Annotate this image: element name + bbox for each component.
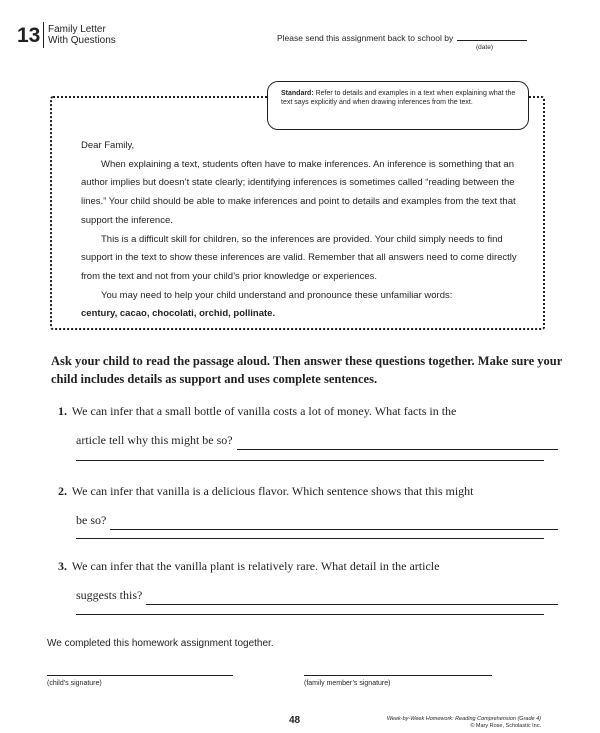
question-text-line2: be so? bbox=[76, 513, 107, 527]
family-letter bbox=[81, 137, 521, 324]
book-title: Week-by-Week Homework: Reading Comprehension (Grade 4) bbox=[386, 716, 541, 722]
answer-line[interactable] bbox=[110, 516, 558, 530]
family-signature-label: (family member’s signature) bbox=[304, 680, 391, 687]
date-label: (date) bbox=[476, 44, 493, 51]
lesson-title-line2: With Questions bbox=[48, 35, 116, 46]
answer-line[interactable] bbox=[146, 591, 558, 605]
completion-statement: We completed this homework assignment together. bbox=[47, 638, 274, 649]
question-text-line1: We can infer that a small bottle of vanilla costs a lot of money. What facts in the bbox=[71, 404, 457, 418]
standard-label: Standard: bbox=[281, 90, 314, 97]
send-back-text: Please send this assignment back to school by bbox=[277, 33, 454, 43]
question-text-line1: We can infer that vanilla is a delicious flavor. Which sentence shows that this might bbox=[71, 484, 474, 498]
question-2 bbox=[58, 481, 558, 530]
answer-line[interactable] bbox=[76, 614, 544, 615]
question-number: 1. bbox=[58, 404, 67, 418]
letter-paragraph-1: When explaining a text, students often have to make inferences. An inference is something that an author implies but doesn’t state clearly; identifying inferences is sometimes called “reading between the lines.” Your child should be able to make inferences and point to details and examples from the text that support the inference. bbox=[81, 158, 516, 226]
standard-text: Refer to details and examples in a text when explaining what the text says explicitly and when drawing inferences from the text. bbox=[281, 90, 516, 107]
question-text-line2: suggests this? bbox=[76, 588, 143, 602]
letter-paragraph-2: This is a difficult skill for children, so the inferences are provided. Your child simply needs to find support in the text to show these inferences are valid. Remember that all answers need to come directly from the text and not from your child’s prior knowledge or experiences. bbox=[81, 233, 517, 282]
question-text-line2: article tell why this might be so? bbox=[76, 433, 233, 447]
child-signature-label: (child’s signature) bbox=[47, 680, 102, 687]
question-1 bbox=[58, 401, 558, 450]
footer-credit bbox=[387, 716, 541, 730]
instructions: Ask your child to read the passage aloud. Then answer these questions together. Make sure your child includes details as support and uses complete sentences. bbox=[51, 354, 563, 386]
standard-callout bbox=[267, 81, 529, 130]
question-number: 3. bbox=[58, 559, 67, 573]
header-divider bbox=[43, 22, 44, 48]
answer-line[interactable] bbox=[237, 436, 558, 450]
answer-line[interactable] bbox=[76, 460, 544, 461]
vocabulary-words: century, cacao, chocolati, orchid, pollinate. bbox=[81, 308, 276, 320]
lesson-title-line1: Family Letter bbox=[48, 24, 106, 35]
copyright: © Mary Rose, Scholastic Inc. bbox=[470, 723, 541, 729]
question-number: 2. bbox=[58, 484, 67, 498]
send-back-instruction bbox=[277, 33, 527, 43]
date-blank[interactable] bbox=[457, 40, 527, 41]
question-text-line1: We can infer that the vanilla plant is relatively rare. What detail in the article bbox=[71, 559, 440, 573]
lesson-number: 13 bbox=[17, 24, 41, 47]
send-back-period: . bbox=[521, 33, 524, 43]
lesson-title bbox=[48, 24, 116, 46]
child-signature-line[interactable] bbox=[47, 675, 233, 676]
page-number: 48 bbox=[289, 715, 301, 726]
family-signature-line[interactable] bbox=[304, 675, 492, 676]
answer-line[interactable] bbox=[76, 538, 544, 539]
question-3 bbox=[58, 556, 558, 605]
letter-greeting: Dear Family, bbox=[81, 140, 135, 151]
letter-paragraph-3: You may need to help your child understand and pronounce these unfamiliar words: bbox=[101, 289, 453, 301]
